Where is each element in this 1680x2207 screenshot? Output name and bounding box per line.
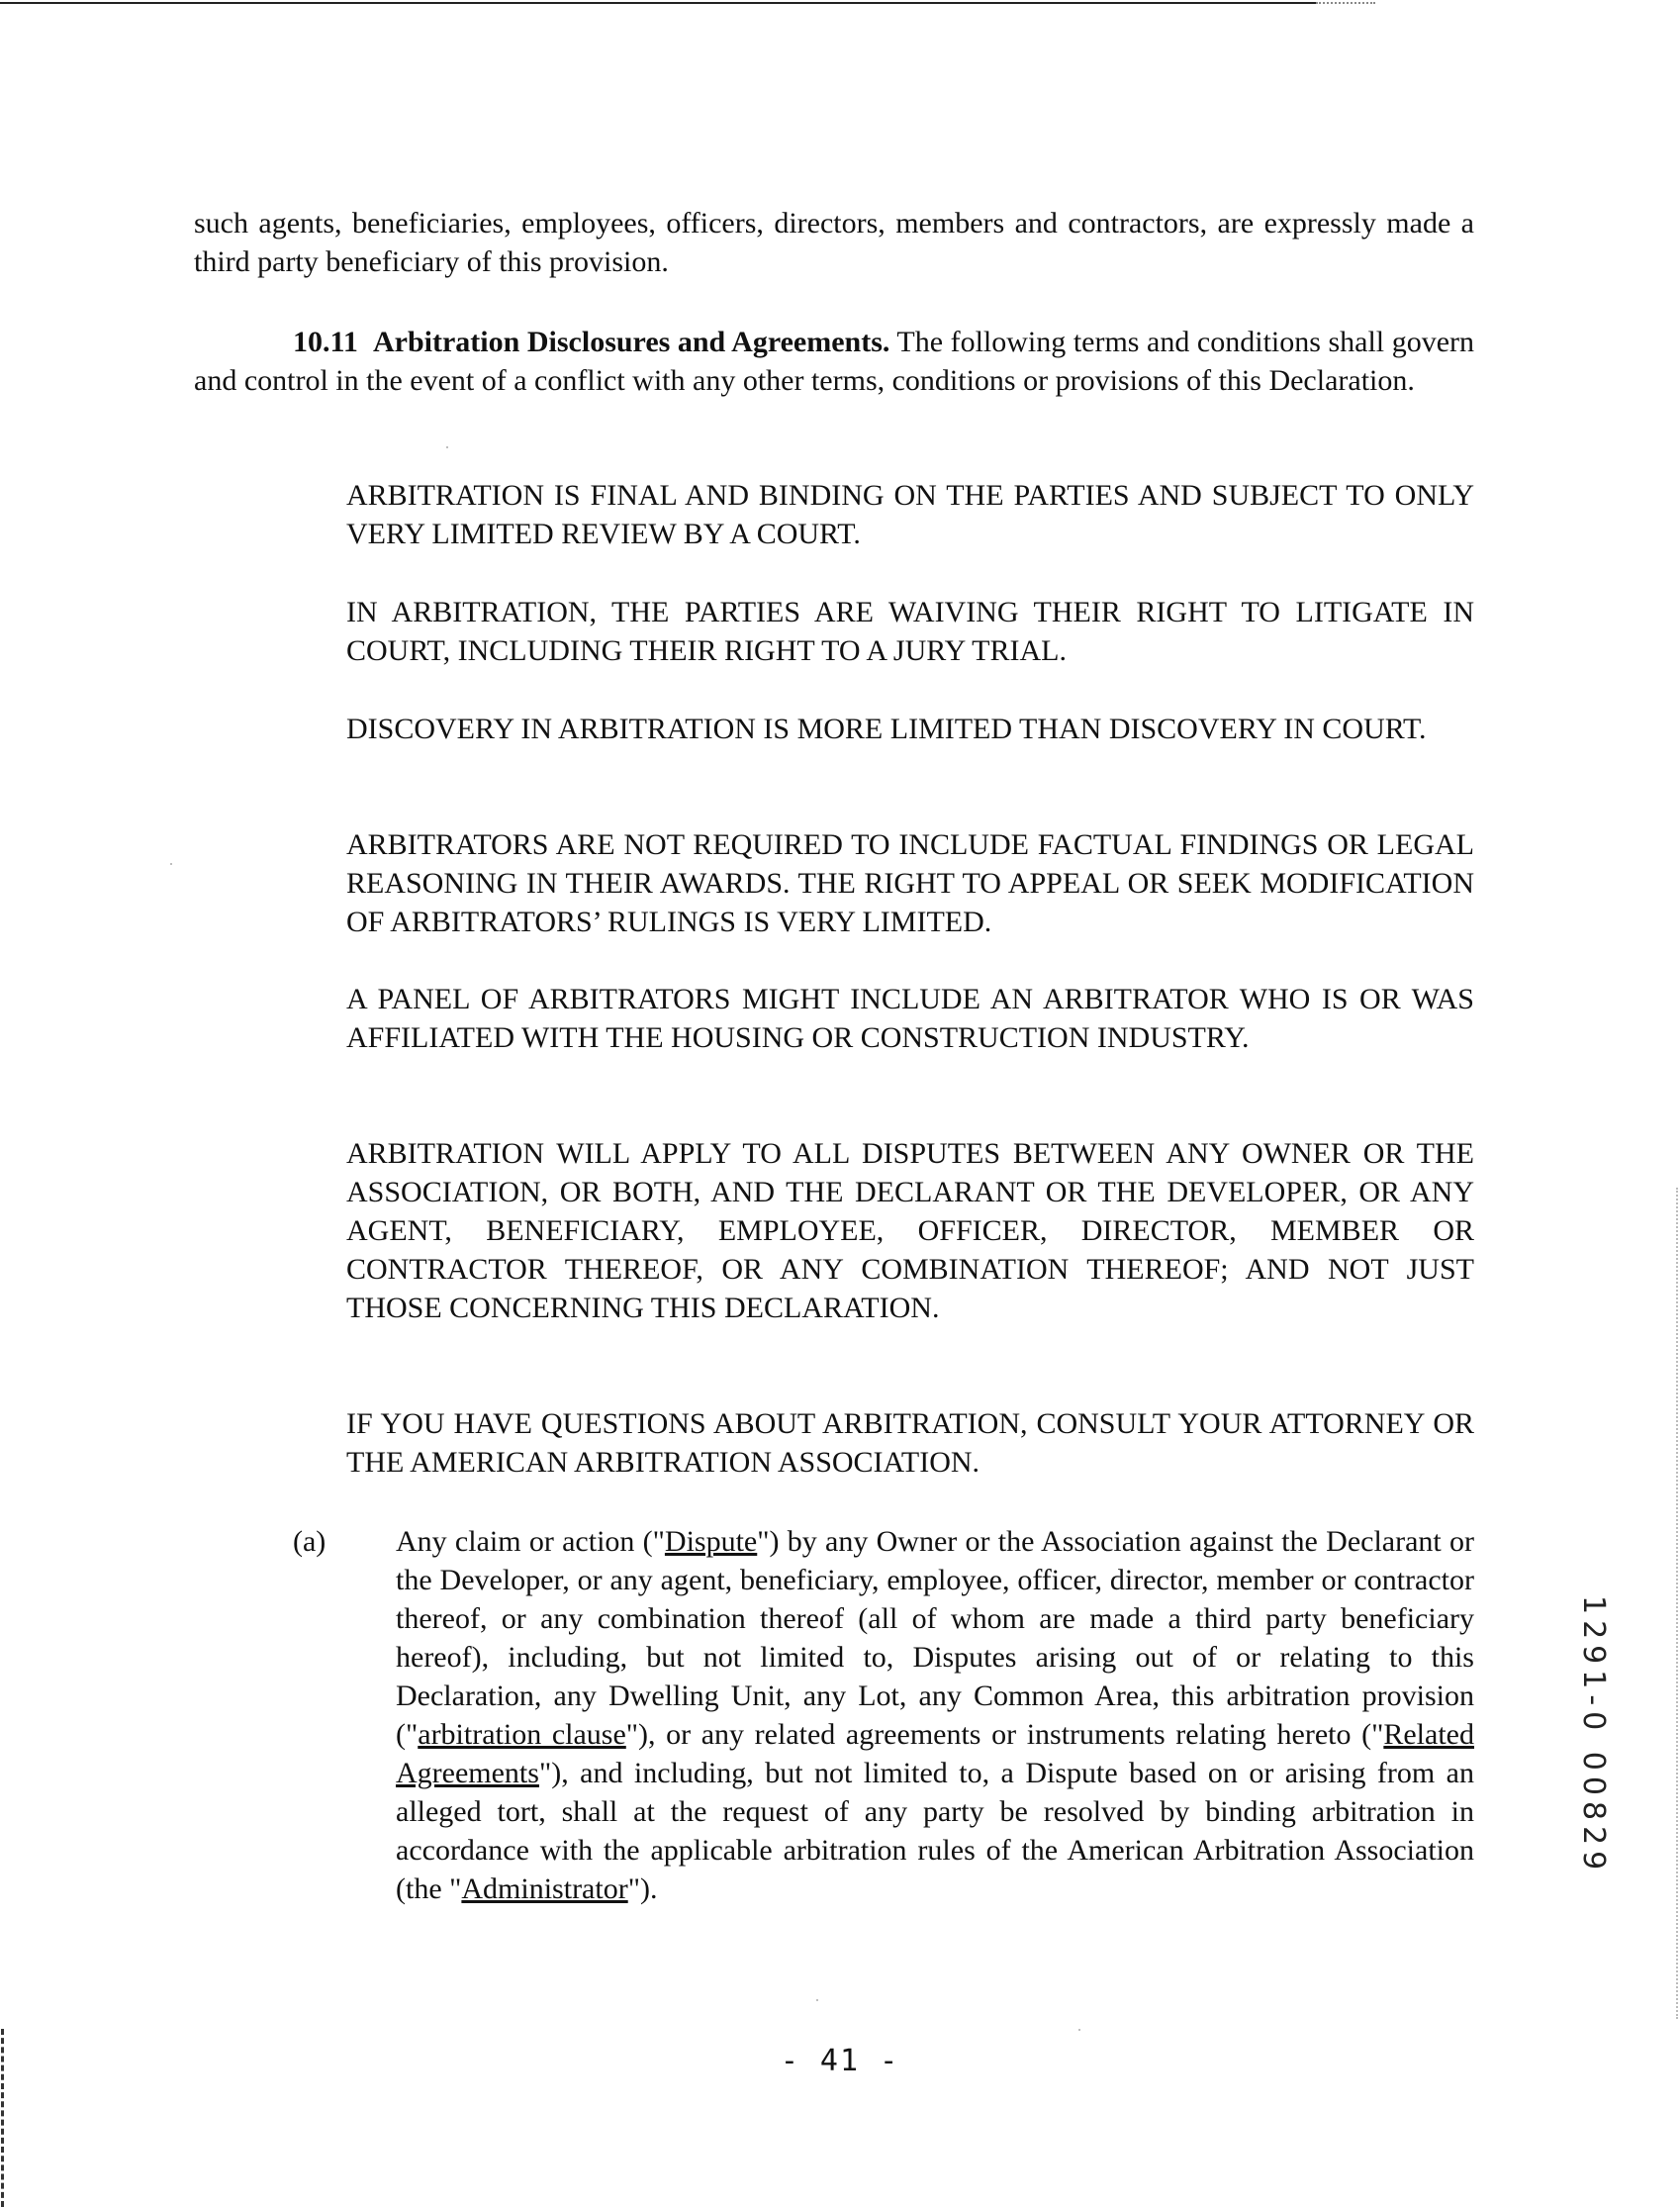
section-number-gap bbox=[358, 326, 373, 358]
scan-top-edge-dots bbox=[1316, 2, 1375, 4]
paragraph-a-text-3: "), or any related agreements or instruments relating hereto (" bbox=[625, 1718, 1384, 1751]
intro-paragraph: such agents, beneficiaries, employees, officers, directors, members and contractors, are expressly made a third party beneficiary of this provision. bbox=[194, 207, 1474, 278]
page-number: - 41 - bbox=[780, 2044, 900, 2078]
defined-term-arbitration-clause: arbitration clause bbox=[418, 1718, 626, 1751]
defined-term-dispute: Dispute bbox=[664, 1525, 758, 1558]
scan-speck bbox=[170, 863, 172, 865]
section-10-11-paragraph bbox=[194, 323, 1474, 400]
disclosure-scope: ARBITRATION WILL APPLY TO ALL DISPUTES BETWEEN ANY OWNER OR THE ASSOCIATION, OR BOTH, AND THE DECLARANT OR THE DEVELOPER, OR ANY AGENT, BENEFICIARY, EMPLOYEE, OFFICER, DIRECTOR, MEMBER OR CONTRACTOR THEREOF, OR ANY COMBINATION THEREOF; AND NOT JUST THOSE CONCERNING THIS DECLARATION. bbox=[346, 1137, 1474, 1324]
disclosure-discovery: DISCOVERY IN ARBITRATION IS MORE LIMITED THAN DISCOVERY IN COURT. bbox=[346, 713, 1427, 745]
defined-term-related-agreements: Related Agreements bbox=[396, 1718, 1474, 1789]
section-number: 10.11 bbox=[293, 326, 358, 358]
disclosure-final-binding: ARBITRATION IS FINAL AND BINDING ON THE PARTIES AND SUBJECT TO ONLY VERY LIMITED REVIEW BY A COURT. bbox=[346, 479, 1474, 550]
scan-right-edge bbox=[1676, 1188, 1678, 2019]
scan-speck bbox=[446, 446, 448, 448]
disclosure-questions: IF YOU HAVE QUESTIONS ABOUT ARBITRATION, CONSULT YOUR ATTORNEY OR THE AMERICAN ARBITRATION ASSOCIATION. bbox=[346, 1407, 1474, 1479]
paragraph-a-text-1: Any claim or action (" bbox=[396, 1525, 665, 1558]
paragraph-a-text-4: "), and including, but not limited to, a Dispute based on or arising from an alleged tort, shall at the request of any party be resolved by binding arbitration in accordance with the applicable arbitration rules of the American Arbitration Association (the " bbox=[396, 1757, 1474, 1905]
paragraph-a-text-5: "). bbox=[627, 1872, 658, 1905]
margin-stamp-text: 1291-0 00829 bbox=[1576, 1595, 1611, 1876]
paragraph-a bbox=[396, 1522, 1474, 1908]
disclosure-jury-waiver: IN ARBITRATION, THE PARTIES ARE WAIVING THEIR RIGHT TO LITIGATE IN COURT, INCLUDING THEIR RIGHT TO A JURY TRIAL. bbox=[346, 596, 1474, 667]
disclosure-findings-appeal: ARBITRATORS ARE NOT REQUIRED TO INCLUDE FACTUAL FINDINGS OR LEGAL REASONING IN THEIR AWARDS. THE RIGHT TO APPEAL OR SEEK MODIFICATION OF ARBITRATORS’ RULINGS IS VERY LIMITED. bbox=[346, 828, 1474, 938]
section-body: The following terms and conditions shall govern and control in the event of a conflict with any other terms, conditions or provisions of this Declaration. bbox=[194, 326, 1474, 397]
disclosure-panel-affiliation: A PANEL OF ARBITRATORS MIGHT INCLUDE AN ARBITRATOR WHO IS OR WAS AFFILIATED WITH THE HOUSING OR CONSTRUCTION INDUSTRY. bbox=[346, 983, 1474, 1054]
scan-speck bbox=[816, 1999, 818, 2001]
paragraph-a-marker: (a) bbox=[293, 1525, 327, 1558]
defined-term-administrator: Administrator bbox=[461, 1872, 628, 1905]
scan-speck bbox=[1078, 2029, 1080, 2031]
paragraph-a-text-2: ") by any Owner or the Association against the Declarant or the Developer, or any agent, beneficiary, employee, officer, director, member or contractor thereof, or any combination thereof (all of whom are made a third party beneficiary hereof), including, but not limited to, Disputes arising out of or relating to this Declaration, any Dwelling Unit, any Lot, any Common Area, this arbitration provision (" bbox=[396, 1525, 1474, 1751]
scan-top-edge-line bbox=[0, 2, 1316, 4]
section-heading: Arbitration Disclosures and Agreements. bbox=[372, 326, 890, 358]
